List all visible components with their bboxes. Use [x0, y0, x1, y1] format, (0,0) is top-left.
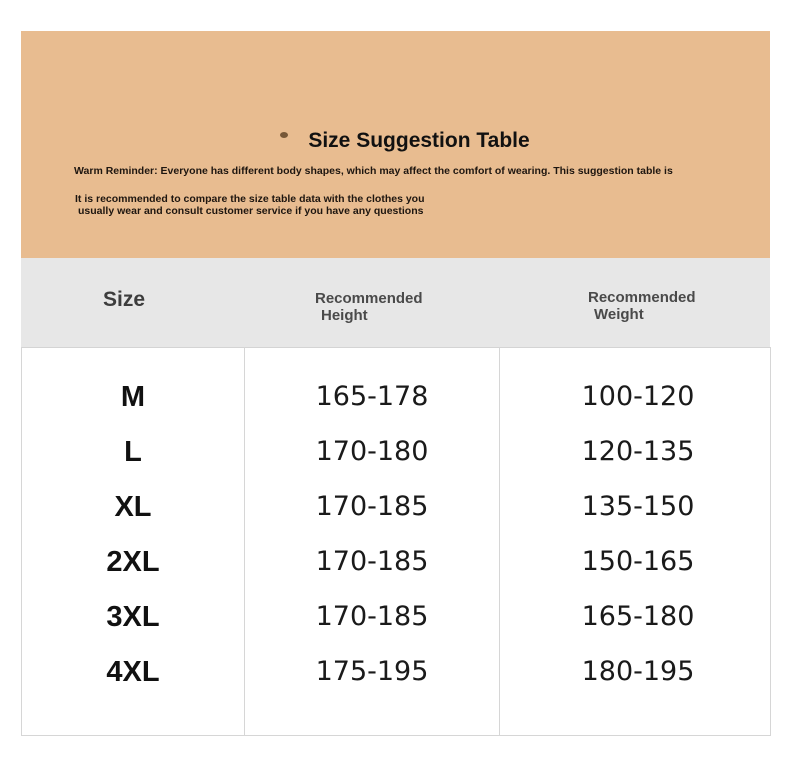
column-header-weight — [588, 289, 696, 323]
table-cell-size: 2XL — [106, 546, 160, 578]
table-cell-size: 3XL — [106, 601, 160, 633]
column-header-weight-line-2: Weight — [594, 306, 644, 323]
table-cell-height: 165-178 — [315, 381, 429, 412]
table-cell-height: 170-185 — [315, 491, 429, 522]
table-cell-weight: 165-180 — [581, 601, 695, 632]
table-cell-weight: 100-120 — [581, 381, 695, 412]
table-cell-height: 170-185 — [315, 601, 429, 632]
column-header-size-label: Size — [103, 288, 146, 311]
column-header-weight-line-1: Recommended — [588, 289, 696, 306]
table-cell-weight: 150-165 — [581, 546, 695, 577]
table-cell-weight: 135-150 — [581, 491, 695, 522]
table-cell-weight: 120-135 — [581, 436, 695, 467]
decorative-spot — [280, 132, 288, 138]
table-cell-size: M — [120, 381, 146, 413]
table-cell-height: 175-195 — [315, 656, 429, 687]
table-cell-size: 4XL — [106, 656, 160, 688]
page-title: Size Suggestion Table — [308, 129, 530, 152]
column-header-size — [103, 289, 145, 311]
table-cell-size: L — [124, 436, 142, 468]
warm-reminder-line-1: Warm Reminder: Everyone has different body shapes, which may affect the comfort of wearing. This suggestion table is — [74, 165, 673, 177]
table-cell-height: 170-185 — [315, 546, 429, 577]
column-header-height — [315, 290, 423, 324]
column-header-height-line-1: Recommended — [315, 290, 423, 307]
table-cell-height: 170-180 — [315, 436, 429, 467]
column-header-height-line-2: Height — [321, 307, 368, 324]
warm-reminder-line-2: It is recommended to compare the size table data with the clothes you — [75, 193, 425, 205]
table-cell-weight: 180-195 — [581, 656, 695, 687]
warm-reminder-line-3: usually wear and consult customer service if you have any questions — [78, 205, 424, 217]
table-cell-size: XL — [114, 491, 152, 523]
